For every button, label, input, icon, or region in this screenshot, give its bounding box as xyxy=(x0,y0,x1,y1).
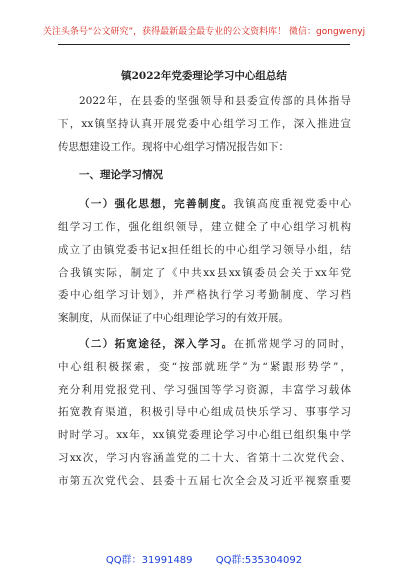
header-divider xyxy=(58,44,350,45)
intro-line: 2022年，在县委的坚强领导和县委宣传部的具体指导 xyxy=(79,95,351,107)
item-1-first-line xyxy=(58,193,351,216)
section-heading: 一、理论学习情况 xyxy=(79,169,163,182)
footer-qq-group-2: QQ群:535304092 xyxy=(215,555,303,566)
paragraph-line: 市第五次党代会、县委十五届七次全会及习近平视察重要 xyxy=(58,474,351,487)
paragraph-line: 成立了由镇党委书记x担任组长的中心组学习领导小组，结 xyxy=(58,243,351,256)
item-2-first-line-text: 在抓常规学习的同时， xyxy=(233,337,351,350)
item-2-first-line xyxy=(58,333,351,356)
item-1-first-line-text: 我镇高度重视党委中心 xyxy=(233,198,351,211)
document-body xyxy=(58,90,351,493)
paragraph-line: 合我镇实际，制定了《中共xx县xx镇委员会关于xx年党 xyxy=(58,266,351,279)
paragraph-line: 时时学习。xx年，xx镇党委理论学习中心组已组织集中学 xyxy=(58,429,351,442)
paragraph-line: 充分利用党报党刊、学习强国等学习资源，丰富学习载体 xyxy=(58,383,351,396)
intro-paragraph xyxy=(58,90,351,158)
item-2-heading: （二）拓宽途径，深入学习。 xyxy=(79,337,234,350)
paragraph-line: 案制度，从而保证了中心组理论学习的有效开展。 xyxy=(58,312,289,325)
paragraph-line: 习xx次，学习内容涵盖党的二十大、省第十二次党代会、 xyxy=(58,451,351,464)
paragraph-line: 中心组积极探索，变“按部就班学”为“紧跟形势学”， xyxy=(58,360,351,373)
footer-qq-group-1: QQ群：31991489 xyxy=(105,555,193,566)
footer xyxy=(0,551,408,566)
item-1-heading: （一）强化思想，完善制度。 xyxy=(79,198,234,211)
intro-line: 传思想建设工作。现将中心组学习情况报告如下： xyxy=(58,140,289,153)
item-2-paragraph xyxy=(58,333,351,493)
header-banner: 关注头条号“公文研究”，获得最新最全最专业的公文资料库！ 微信：gongwenyj xyxy=(42,27,366,37)
paragraph-line: 委中心组学习计划》，并严格执行学习考勤制度、学习档 xyxy=(58,289,351,302)
intro-line: 下，xx镇坚持认真开展党委中心组学习工作，深入推进宣 xyxy=(58,117,351,130)
item-1-paragraph xyxy=(58,193,351,330)
document-title: 镇2022年党委理论学习中心组总结 xyxy=(121,70,287,82)
paragraph-line: 拓宽教育渠道，积极引导中心组成员快乐学习、事事学习 xyxy=(58,406,351,419)
paragraph-line: 组学习工作，强化组织领导，建立健全了中心组学习机构 xyxy=(58,220,351,233)
